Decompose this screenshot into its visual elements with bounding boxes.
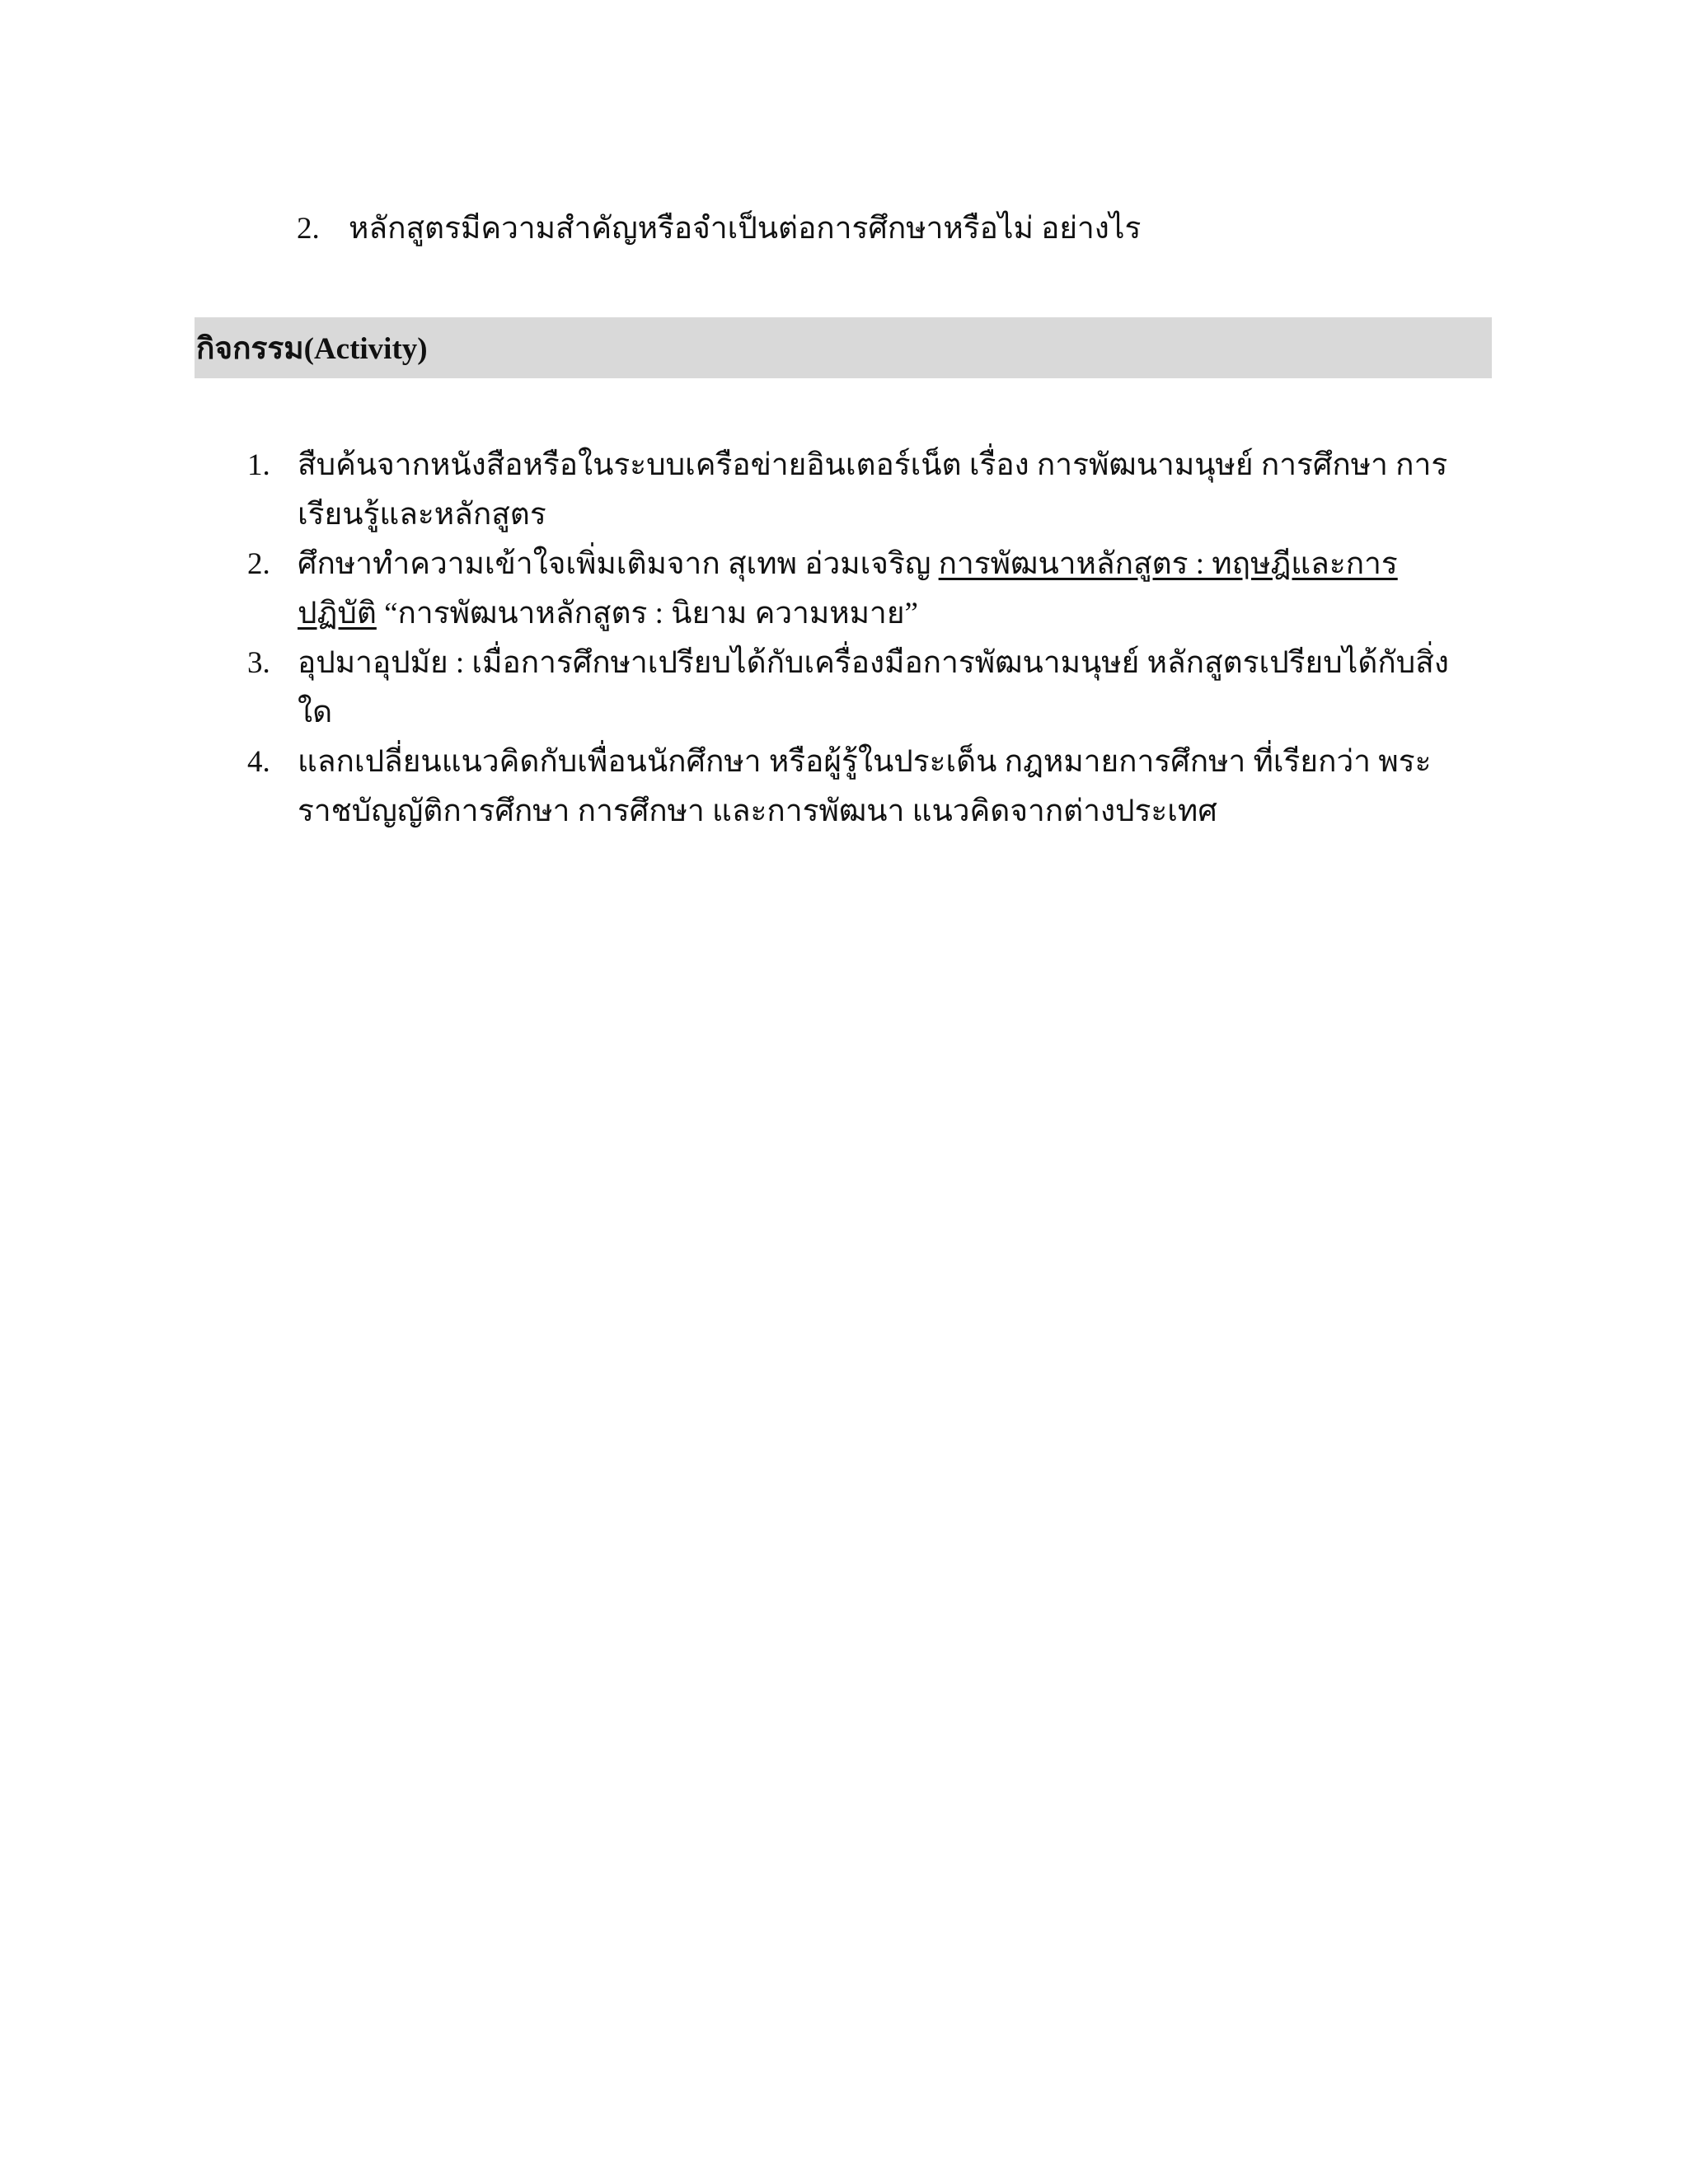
- activity-list: [247, 441, 1467, 837]
- activity-text: [298, 540, 1467, 639]
- activity-text-before: ศึกษาทำความเข้าใจเพิ่มเติมจาก สุเทพ อ่วมเจริญ: [298, 547, 939, 581]
- activity-number: 2.: [247, 547, 270, 581]
- question-number: 2.: [297, 212, 320, 246]
- activity-text-after: “การพัฒนาหลักสูตร : นิยาม ความหมาย”: [376, 597, 918, 630]
- activity-item-3: [247, 639, 1467, 738]
- activity-number: 4.: [247, 745, 270, 779]
- question-item: [297, 204, 1467, 254]
- question-text: หลักสูตรมีความสำคัญหรือจำเป็นต่อการศึกษาหรือไม่ อย่างไร: [349, 212, 1142, 246]
- activity-item-1: [247, 441, 1467, 540]
- activity-text: สืบค้นจากหนังสือหรือในระบบเครือข่ายอินเตอร์เน็ต เรื่อง การพัฒนามนุษย์ การศึกษา การเรียนรู้และหลักสูตร: [298, 448, 1448, 532]
- activity-text: แลกเปลี่ยนแนวคิดกับเพื่อนนักศึกษา หรือผู้รู้ในประเด็น กฎหมายการศึกษา ที่เรียกว่า พระราชบัญญัติการศึกษา การศึกษา และการพัฒนา แนวคิดจากต่างประเทศ: [298, 745, 1432, 828]
- activity-item-4: [247, 738, 1467, 837]
- activity-number: 3.: [247, 646, 270, 680]
- activity-text: อุปมาอุปมัย : เมื่อการศึกษาเปรียบได้กับเครื่องมือการพัฒนามนุษย์ หลักสูตรเปรียบได้กับสิ่งใด: [298, 646, 1449, 729]
- activity-number: 1.: [247, 448, 270, 482]
- activity-section-header: [195, 317, 1492, 378]
- activity-section-title: กิจกรรม(Activity): [196, 331, 428, 366]
- book-title-underlined: การพัฒนาหลักสูตร : ทฤษฎีและการปฏิบัติ: [298, 547, 1398, 630]
- activity-item-2: [247, 540, 1467, 639]
